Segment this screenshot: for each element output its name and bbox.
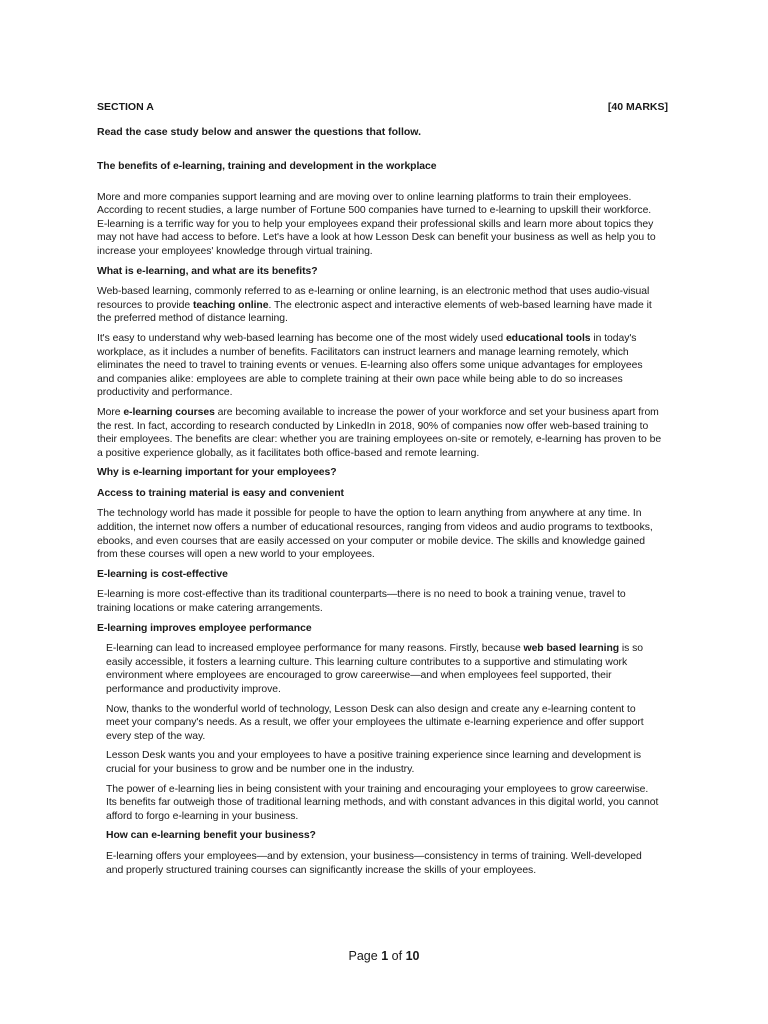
intro-paragraph: More and more companies support learning and are moving over to online learning platforms to train their employees. According to recent studies, a large number of Fortune 500 companies have turned to e-learning to upskill their workforce. E-learning is a terrific way for you to help your employees expand their professional skills and learn more about topics they may not have had access to before. Let's have a look at how Lesson Desk can benefit your business as well as help you to increase your employees' knowledge through virtual training.: [97, 191, 656, 257]
performance-paragraph-3: Lesson Desk wants you and your employees to have a positive training experience since learning and development is crucial for your business to grow and be number one in the industry.: [106, 750, 641, 775]
how-paragraph: E-learning offers your employees—and by extension, your business—consistency in terms of training. Well-developed and properly structured training courses can significantly increase the skills of your employees.: [106, 850, 642, 876]
access-paragraph: The technology world has made it possible for people to have the option to learn anything from anywhere at any time. In addition, the internet now offers a number of educational resources, ranging from videos and audio programs to textbooks, ebooks, and even courses that are easily accessed on your computer or mobile device. The skills and knowledge gained from these courses will open a new world to your employees.: [97, 508, 653, 561]
marks-label: [40 MARKS]: [607, 101, 668, 113]
case-study-body: [97, 160, 662, 883]
section-label: SECTION A: [97, 101, 154, 113]
performance-heading: E-learning improves employee performance: [97, 622, 312, 634]
how-heading: How can e-learning benefit your business?: [106, 830, 316, 842]
what-heading: What is e-learning, and what are its benefits?: [97, 265, 318, 277]
page-number: Page 1 of 10: [348, 949, 420, 963]
access-heading: Access to training material is easy and convenient: [97, 487, 344, 499]
section-header: [97, 100, 668, 114]
what-paragraph-3: More e-learning courses are becoming available to increase the power of your workforce and set your business apart from the rest. In fact, according to research conducted by LinkedIn in 2018, 90% of companies now offer web-based training to their employees. The benefits are clear: whether you are training employees on-site or remotely, e-learning has proven to be a positive experience globally, as it facilitates both office-based and remote learning.: [97, 406, 662, 459]
performance-paragraph-2: Now, thanks to the wonderful world of technology, Lesson Desk can also design and create any e-learning content to meet your company's needs. As a result, we offer your employees the ultimate e-learning experience and offer support every step of the way.: [106, 703, 644, 742]
instruction-text: Read the case study below and answer the questions that follow.: [97, 126, 422, 138]
performance-paragraph-4: The power of e-learning lies in being consistent with your training and encouraging your employees to grow careerwise. Its benefits far outweigh those of traditional learning methods, and with constant advances in this digital world, you cannot afford to forgo e-learning in your business.: [106, 783, 659, 822]
performance-section: [106, 642, 661, 877]
case-study-title: The benefits of e-learning, training and development in the workplace: [97, 161, 437, 172]
what-paragraph-2: It's easy to understand why web-based learning has become one of the most widely used educational tools in today's workplace, as it includes a number of benefits. Facilitators can instruct learners and manage learning remotely, which eliminates the need to travel to training events or venues. E-learning also offers some unique advantages for employees and companies alike: employees are able to complete training at their own pace while being able to do so increases productivity and performance.: [97, 332, 643, 399]
performance-paragraph-1: E-learning can lead to increased employee performance for many reasons. Firstly, because web based learning is so easily accessible, it fosters a learning culture. This learning culture contributes to a supportive and stimulating work environment where employees are encouraged to grow careerwise—and when employees feel supported, their performance and productivity improve.: [106, 643, 644, 695]
what-paragraph-1: Web-based learning, commonly referred to as e-learning or online learning, is an electronic method that uses audio-visual resources to provide teaching online. The electronic aspect and interactive elements of web-based learning have made it the preferred method of distance learning.: [97, 286, 652, 325]
cost-paragraph: E-learning is more cost-effective than its traditional counterparts—there is no need to book a training venue, travel to training locations or make catering arrangements.: [97, 589, 626, 615]
why-heading: Why is e-learning important for your employees?: [97, 467, 337, 479]
cost-heading: E-learning is cost-effective: [97, 568, 228, 580]
